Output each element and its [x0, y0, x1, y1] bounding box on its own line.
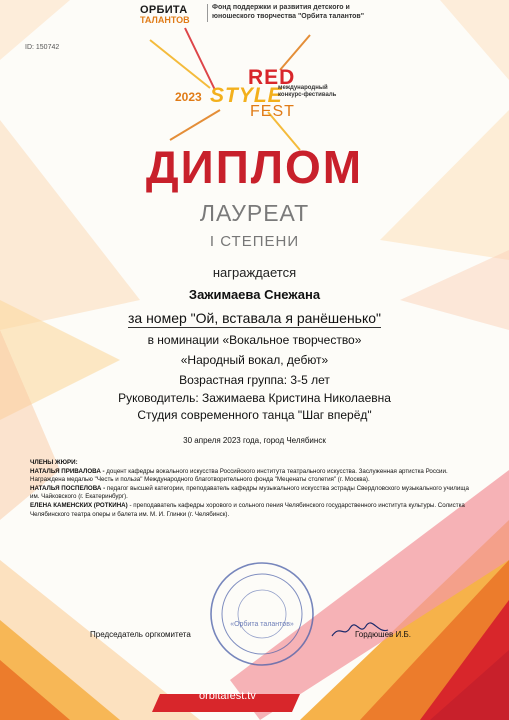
jury-member-text: педагог высшей категории, преподаватель кафедры музыкального искусства эстрады Свердловского музыкального училища им. Чайковского (г. Екатеринбург). [30, 484, 469, 501]
orbita-logo [140, 4, 206, 25]
jury-member-text: доцент кафедры вокального искусства Российского института театрального искусства. Заслуженная артистка России. Награждена медалью "Честь и польза" Международного благотворительного фонда "Меценаты столетия" (г. Москва). [30, 467, 448, 484]
performance-title [0, 310, 509, 326]
chair-label: Председатель оргкомитета [90, 630, 191, 639]
document-id: ID: 150742 [25, 44, 60, 51]
performance-title-text: за номер "Ой, вставала я ранёшенько" [127, 310, 382, 326]
festival-subtitle: международный конкурс-фестиваль [278, 85, 337, 98]
fund-name: Фонд поддержки и развития детского и юношеского творчества "Орбита талантов" [212, 4, 365, 20]
festival-year: 2023 [175, 90, 202, 104]
organization-stamp [208, 560, 316, 668]
jury-member-name: ЕЛЕНА КАМЕНСКИХ (РОТКИНА) [30, 501, 128, 509]
awarded-label: награждается [212, 265, 297, 280]
nomination: в номинации «Вокальное творчество» [147, 333, 362, 347]
jury-heading: ЧЛЕНЫ ЖЮРИ: [30, 459, 78, 466]
jury-member-name: НАТАЛЬЯ ПОСПЕЛОВА - [30, 484, 106, 492]
stamp-text: «Орбита талантов» [230, 621, 294, 628]
jury-member [30, 502, 475, 519]
date-place: 30 апреля 2023 года, город Челябинск [183, 436, 326, 445]
participant-name: Зажимаева Снежана [188, 287, 321, 302]
jury-member-name: НАТАЛЬЯ ПРИВАЛОВА - [30, 467, 105, 475]
festival-word-red: RED [248, 66, 296, 89]
rank-title: ЛАУРЕАТ [199, 200, 310, 226]
category: «Народный вокал, дебют» [180, 353, 329, 367]
festival-word-fest: FEST [250, 103, 295, 120]
org-logo-line2: ТАЛАНТОВ [140, 15, 190, 25]
age-group: Возрастная группа: 3-5 лет [179, 373, 330, 387]
header-divider [207, 4, 208, 22]
jury-member [30, 485, 475, 502]
diploma-title: ДИПЛОМ [145, 141, 364, 193]
festival-word-style: STYLE [210, 84, 283, 107]
chair-name: Гордюшев И.Б. [355, 630, 411, 639]
jury-member-text: - преподаватель кафедры хорового и сольного пения Челябинского государственного института культуры. Солистка Челябинского театра оперы и балета им. М. И. Глинки (г. Челябинск). [30, 501, 465, 518]
degree-title: I СТЕПЕНИ [209, 233, 300, 250]
jury-member [30, 468, 475, 485]
org-logo-line1: ОРБИТА [140, 4, 188, 16]
jury-section [30, 459, 475, 519]
leader: Руководитель: Зажимаева Кристина Николаевна [118, 391, 391, 405]
website-link[interactable]: orbitafest.tv [199, 690, 256, 702]
studio-name: Студия современного танца "Шаг вперёд" [137, 408, 372, 422]
